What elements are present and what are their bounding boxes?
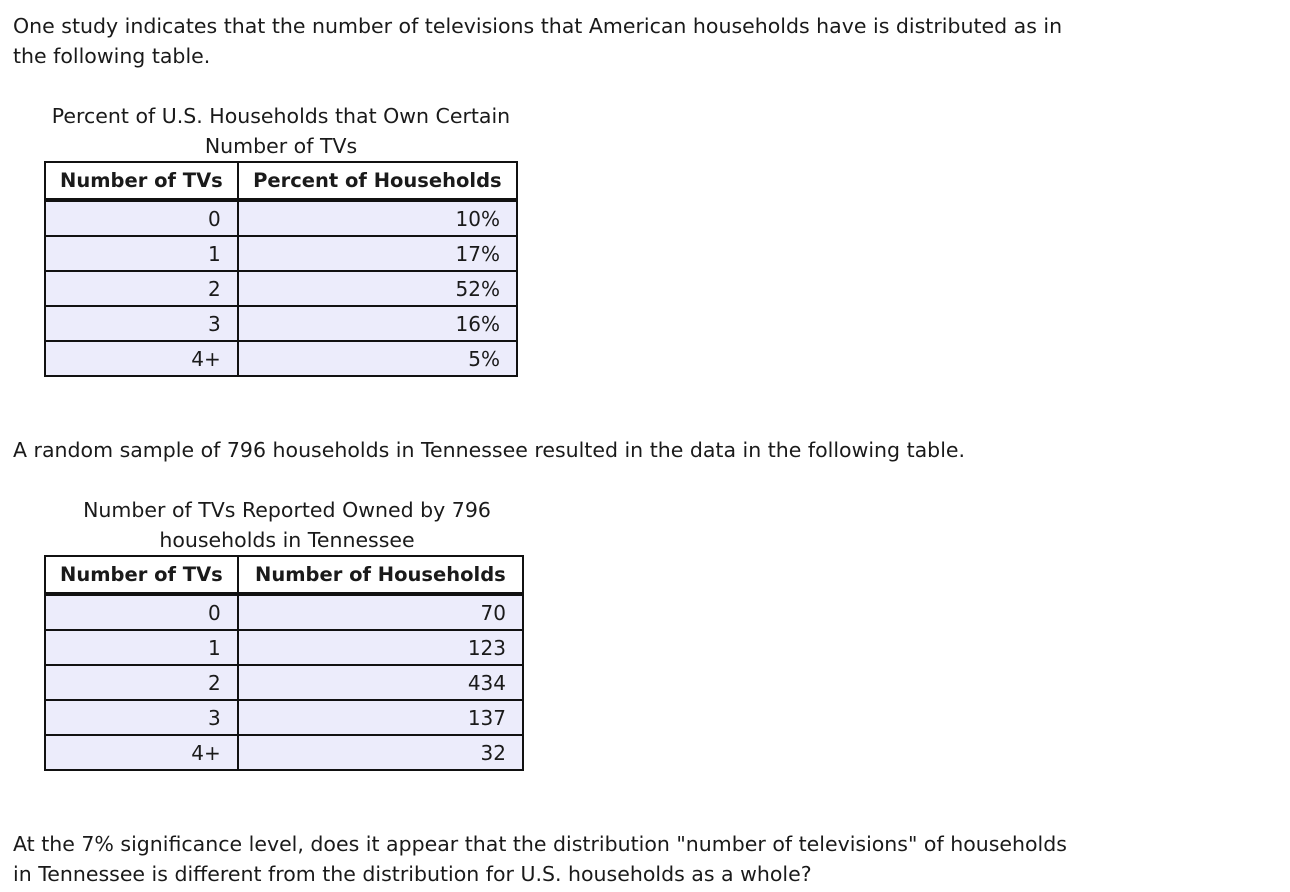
question-paragraph: At the 7% significance level, does it appear that the distribution "number of televisions" of households in Tennessee is different from the distribution for U.S. households as a whole? (13, 832, 1067, 886)
cell-number-of-tvs: 1 (45, 630, 238, 665)
table-header-row (45, 162, 517, 200)
table-header-row (45, 556, 523, 594)
cell-households-count: 70 (238, 594, 523, 630)
cell-percent: 17% (238, 236, 517, 271)
cell-percent: 10% (238, 200, 517, 236)
table-row (45, 735, 523, 770)
cell-households-count: 137 (238, 700, 523, 735)
table-row (45, 594, 523, 630)
cell-households-count: 123 (238, 630, 523, 665)
cell-number-of-tvs: 0 (45, 200, 238, 236)
table-row (45, 306, 517, 341)
tennessee-households-table (44, 555, 524, 771)
cell-percent: 16% (238, 306, 517, 341)
cell-number-of-tvs: 4+ (45, 341, 238, 376)
column-header-percent-of-households: Percent of Households (238, 162, 517, 200)
table-row (45, 700, 523, 735)
table-row (45, 200, 517, 236)
table-row (45, 341, 517, 376)
column-header-number-of-tvs: Number of TVs (45, 556, 238, 594)
column-header-number-of-households: Number of Households (238, 556, 523, 594)
table-row (45, 630, 523, 665)
table-row (45, 665, 523, 700)
column-header-number-of-tvs: Number of TVs (45, 162, 238, 200)
us-households-table-caption: Percent of U.S. Households that Own Certain Number of TVs (51, 104, 511, 158)
table-row (45, 236, 517, 271)
us-households-table (44, 161, 518, 377)
cell-number-of-tvs: 2 (45, 271, 238, 306)
cell-households-count: 434 (238, 665, 523, 700)
cell-number-of-tvs: 1 (45, 236, 238, 271)
cell-percent: 52% (238, 271, 517, 306)
table-row (45, 271, 517, 306)
sample-paragraph: A random sample of 796 households in Tennessee resulted in the data in the following table. (13, 438, 966, 462)
cell-number-of-tvs: 4+ (45, 735, 238, 770)
cell-percent: 5% (238, 341, 517, 376)
cell-number-of-tvs: 3 (45, 700, 238, 735)
cell-number-of-tvs: 3 (45, 306, 238, 341)
tennessee-table-caption: Number of TVs Reported Owned by 796 households in Tennessee (83, 498, 491, 552)
cell-households-count: 32 (238, 735, 523, 770)
cell-number-of-tvs: 2 (45, 665, 238, 700)
intro-paragraph: One study indicates that the number of televisions that American households have is distributed as in the following table. (13, 14, 1063, 68)
cell-number-of-tvs: 0 (45, 594, 238, 630)
